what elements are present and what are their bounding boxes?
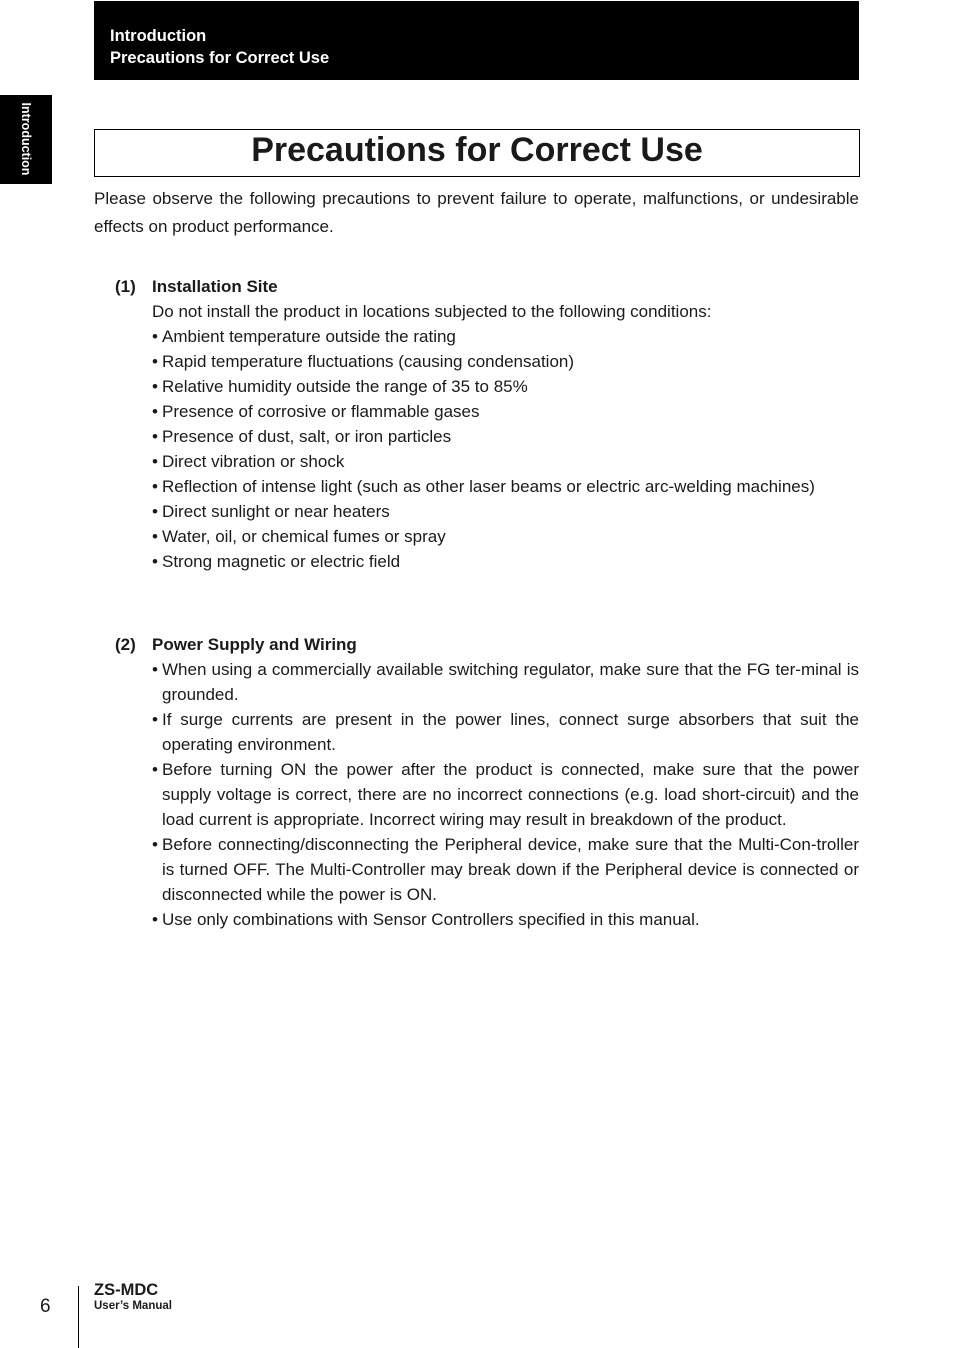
list-item: • Use only combinations with Sensor Controllers specified in this manual. bbox=[152, 907, 859, 932]
condition-list bbox=[152, 324, 859, 574]
list-item: • Reflection of intense light (such as other laser beams or electric arc-welding machines) bbox=[152, 474, 859, 499]
list-item: • If surge currents are present in the power lines, connect surge absorbers that suit the operating environment. bbox=[152, 707, 859, 757]
section-number: (1) bbox=[115, 277, 136, 296]
page-title: Precautions for Correct Use bbox=[94, 129, 860, 177]
list-item: • Before connecting/disconnecting the Peripheral device, make sure that the Multi-Con-troller is turned OFF. The Multi-Controller may break down if the Peripheral device is connected or disconnected while the power is ON. bbox=[152, 832, 859, 907]
section-power-supply-wiring bbox=[115, 632, 859, 932]
list-item: • Ambient temperature outside the rating bbox=[152, 324, 859, 349]
wiring-list bbox=[152, 657, 859, 932]
chapter-side-tab bbox=[0, 95, 52, 184]
page-number: 6 bbox=[40, 1296, 51, 1317]
header-section: Precautions for Correct Use bbox=[110, 49, 330, 67]
side-tab-label: Introduction bbox=[19, 102, 33, 176]
section-title: Installation Site bbox=[152, 277, 278, 296]
section-lead: Do not install the product in locations subjected to the following conditions: bbox=[152, 302, 712, 321]
list-item: • Rapid temperature fluctuations (causing condensation) bbox=[152, 349, 859, 374]
section-title: Power Supply and Wiring bbox=[152, 635, 357, 654]
list-item: • Presence of corrosive or flammable gases bbox=[152, 399, 859, 424]
section-installation-site bbox=[115, 274, 859, 574]
section-heading bbox=[115, 632, 859, 657]
running-header bbox=[94, 1, 859, 80]
list-item: • Presence of dust, salt, or iron particles bbox=[152, 424, 859, 449]
list-item: • Water, oil, or chemical fumes or spray bbox=[152, 524, 859, 549]
list-item: • Direct sunlight or near heaters bbox=[152, 499, 859, 524]
list-item: • Relative humidity outside the range of 35 to 85% bbox=[152, 374, 859, 399]
list-item: • When using a commercially available switching regulator, make sure that the FG ter-minal is grounded. bbox=[152, 657, 859, 707]
section-heading bbox=[115, 274, 859, 299]
header-chapter: Introduction bbox=[110, 27, 207, 45]
list-item: • Before turning ON the power after the product is connected, make sure that the power supply voltage is correct, there are no incorrect connections (e.g. load short-circuit) and the load current is appropriate. Incorrect wiring may result in breakdown of the product. bbox=[152, 757, 859, 832]
footer-model: ZS-MDC bbox=[94, 1281, 159, 1299]
section-body bbox=[152, 657, 859, 932]
footer-manual-label: User’s Manual bbox=[94, 1300, 172, 1312]
intro-paragraph: Please observe the following precautions to prevent failure to operate, malfunctions, or undesirable effects on product performance. bbox=[94, 189, 859, 236]
section-number: (2) bbox=[115, 635, 136, 654]
footer-divider bbox=[78, 1286, 79, 1348]
list-item: • Strong magnetic or electric field bbox=[152, 549, 859, 574]
list-item: • Direct vibration or shock bbox=[152, 449, 859, 474]
section-body bbox=[152, 299, 859, 574]
